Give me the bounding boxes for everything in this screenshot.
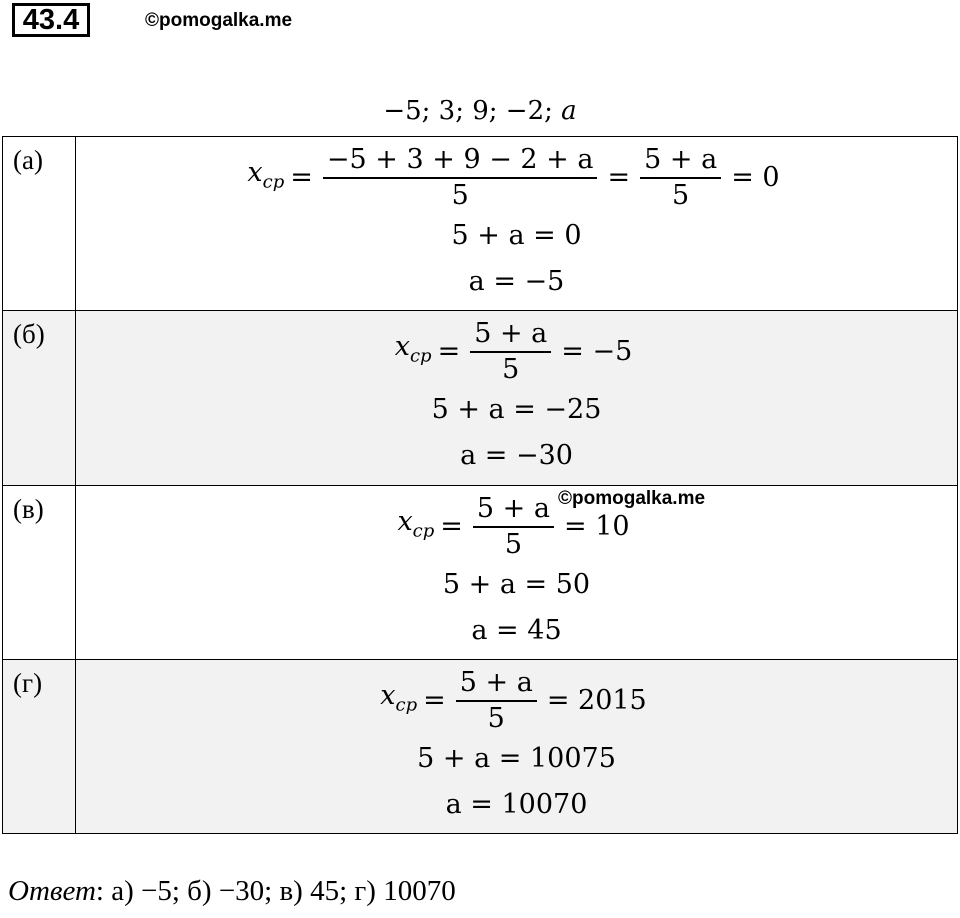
solution-row-c: [3, 486, 958, 660]
mean-symbol: $x_{cp}$: [394, 331, 432, 367]
equation-rhs: = 2015: [546, 685, 647, 716]
equation-line-3-c: a = 45: [471, 615, 562, 646]
fraction-simplified: [640, 143, 721, 213]
watermark-middle: ©pomogalka.me: [558, 488, 706, 509]
fraction-numerator: −5 + 3 + 9 − 2 + a: [326, 144, 594, 175]
fraction-denominator: 5: [470, 351, 551, 387]
solution-row-d: [3, 660, 958, 834]
equation-line-2-c: 5 + a = 50: [442, 569, 591, 600]
row-label-d: (г): [3, 660, 76, 834]
equation-line-3-b: a = −30: [460, 440, 573, 471]
equals-sign: =: [423, 685, 446, 716]
mean-equation-d: [380, 666, 652, 736]
equation-line-3-a: a = −5: [468, 266, 565, 297]
fraction-simplified: [473, 492, 554, 562]
equals-sign: =: [440, 511, 463, 542]
row-body-c: [76, 486, 958, 660]
equation-rhs: = −5: [561, 336, 633, 367]
row-label-b: (б): [3, 311, 76, 486]
mean-symbol: $x_{cp}$: [397, 506, 435, 542]
answer-text: : а) −5; б) −30; в) 45; г) 10070: [95, 875, 456, 907]
equation-line-2-a: 5 + a = 0: [451, 220, 582, 251]
mean-equation-b: [395, 317, 639, 387]
fraction-simplified: [456, 666, 537, 736]
sequence-values: −5; 3; 9; −2;: [383, 96, 562, 126]
given-sequence: [0, 96, 960, 126]
row-body-d: [76, 660, 958, 834]
equation-rhs: = 10: [563, 511, 630, 542]
row-label-c: (в): [3, 486, 76, 660]
equals-sign: =: [607, 162, 631, 193]
solutions-table: [2, 136, 958, 834]
fraction-numerator: 5 + a: [644, 144, 718, 175]
equation-rhs: = 0: [731, 162, 780, 193]
answer-label: Ответ: [8, 875, 96, 907]
mean-symbol: $x_{cp}$: [247, 157, 285, 193]
solution-row-b: [3, 311, 958, 486]
fraction-numerator: 5 + a: [476, 493, 550, 524]
fraction-denominator: 5: [323, 177, 598, 213]
sequence-variable: a: [561, 96, 577, 126]
solution-row-a: [3, 137, 958, 311]
fraction-denominator: 5: [640, 177, 721, 213]
problem-number: 43.4: [12, 3, 90, 37]
fraction-numerator: 5 + a: [474, 318, 548, 349]
row-body-b: [76, 311, 958, 486]
fraction-numerator: 5 + a: [459, 667, 533, 698]
mean-symbol: $x_{cp}$: [380, 680, 418, 716]
row-body-a: [76, 137, 958, 311]
fraction-denominator: 5: [473, 526, 554, 562]
equation-line-3-d: a = 10070: [445, 789, 588, 820]
equals-sign: =: [290, 162, 313, 193]
watermark-top: ©pomogalka.me: [145, 10, 293, 31]
equation-line-2-d: 5 + a = 10075: [417, 743, 616, 774]
equals-sign: =: [437, 336, 461, 367]
fraction-denominator: 5: [456, 700, 537, 736]
equation-line-2-b: 5 + a = −25: [431, 394, 602, 425]
final-answer: [8, 875, 456, 908]
mean-equation-a: [247, 143, 785, 213]
fraction-simplified: [470, 317, 551, 387]
row-label-a: (а): [3, 137, 76, 311]
fraction-sum: [323, 143, 598, 213]
